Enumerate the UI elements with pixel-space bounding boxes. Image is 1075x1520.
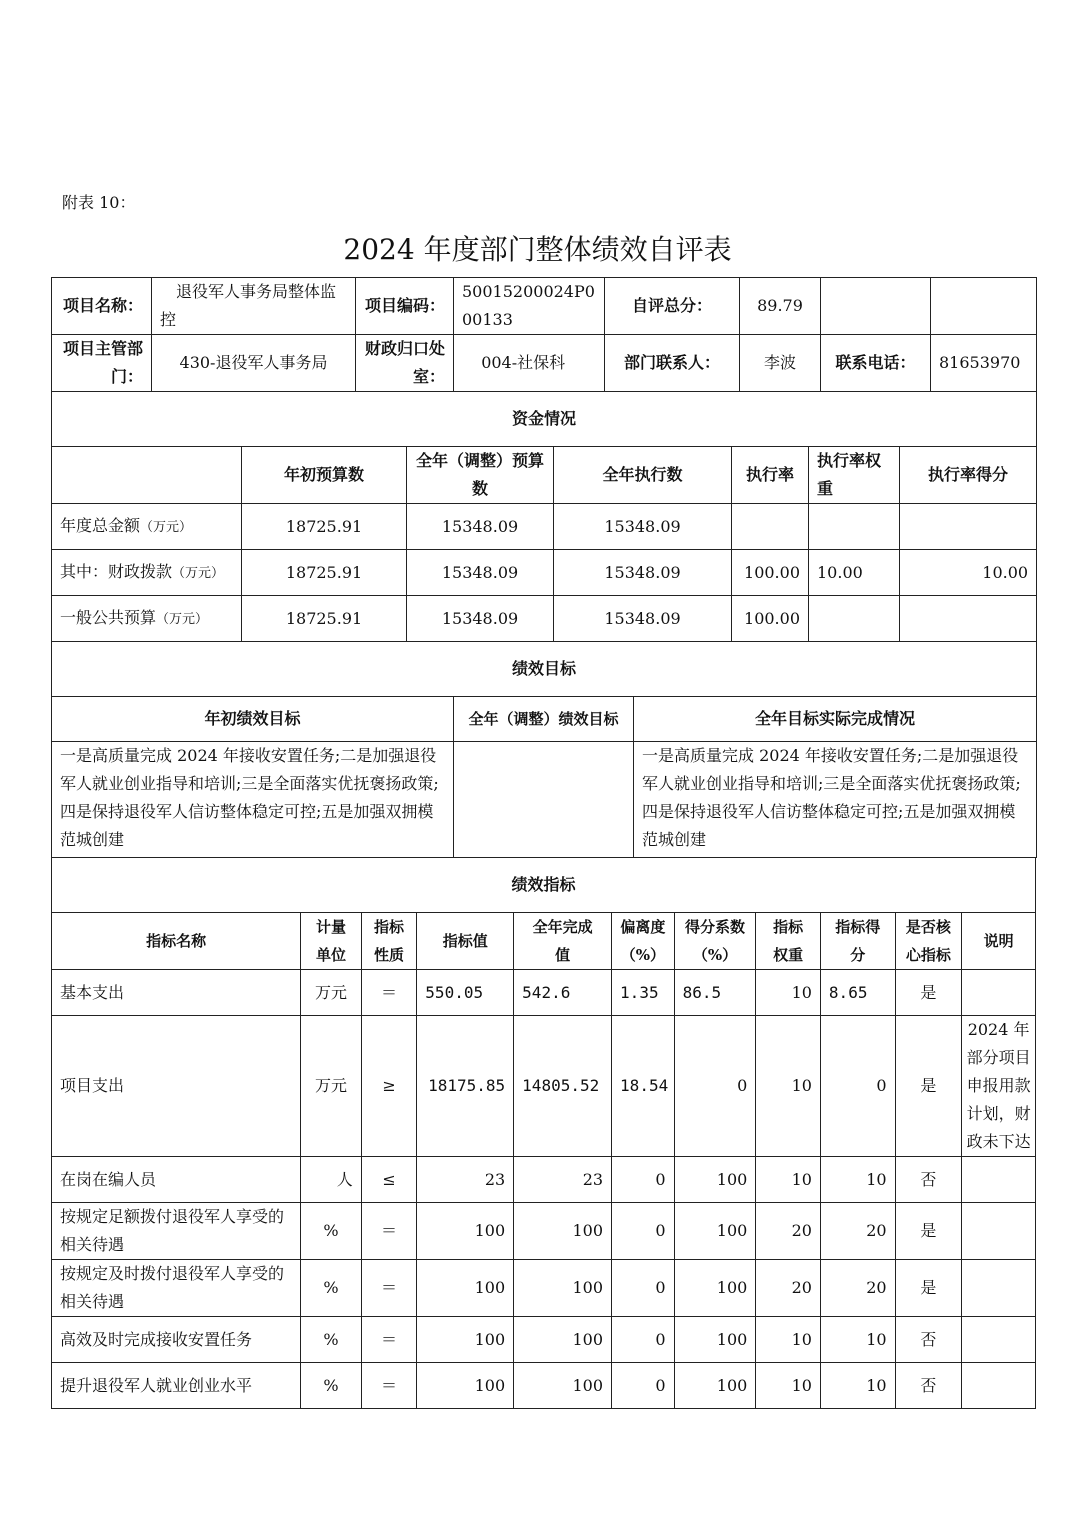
cell-score bbox=[900, 504, 1037, 550]
phone: 81653970 bbox=[931, 335, 1037, 392]
indicator-core: 否 bbox=[895, 1157, 962, 1203]
indicator-core: 是 bbox=[895, 1203, 962, 1260]
indicator-name: 基本支出 bbox=[52, 970, 301, 1016]
table-row bbox=[52, 596, 1037, 642]
contact-person-label: 部门联系人： bbox=[605, 335, 740, 392]
attachment-label: 附表 10： bbox=[62, 193, 136, 212]
indicator-score: 10 bbox=[820, 1157, 895, 1203]
self-score: 89.79 bbox=[740, 278, 821, 335]
col-indicator-name: 指标名称 bbox=[52, 913, 301, 970]
cell-weight: 10.00 bbox=[809, 550, 900, 596]
project-code: 50015200024P000133 bbox=[454, 278, 605, 335]
empty-cell bbox=[931, 278, 1037, 335]
col-score: 指标得分 bbox=[820, 913, 895, 970]
dept-label: 项目主管部门： bbox=[52, 335, 152, 392]
cell-executed: 15348.09 bbox=[554, 596, 732, 642]
col-deviation: 偏离度（%） bbox=[612, 913, 675, 970]
indicator-score: 20 bbox=[820, 1260, 895, 1317]
col-executed: 全年执行数 bbox=[554, 447, 732, 504]
indicator-name: 高效及时完成接收安置任务 bbox=[52, 1317, 301, 1363]
indicator-unit: 万元 bbox=[301, 970, 362, 1016]
indicator-deviation: 0 bbox=[612, 1260, 675, 1317]
cell-rate: 100.00 bbox=[732, 550, 809, 596]
indicator-name: 按规定足额拨付退役军人享受的相关待遇 bbox=[52, 1203, 301, 1260]
cell-executed: 15348.09 bbox=[554, 550, 732, 596]
table-row bbox=[52, 970, 1036, 1016]
indicator-weight: 10 bbox=[756, 1317, 821, 1363]
indicator-deviation: 0 bbox=[612, 1317, 675, 1363]
table-row bbox=[52, 1016, 1036, 1157]
col-note: 说明 bbox=[962, 913, 1036, 970]
cell-rate bbox=[732, 504, 809, 550]
col-adjusted-budget: 全年（调整）预算数 bbox=[407, 447, 554, 504]
indicator-target: 100 bbox=[417, 1363, 514, 1409]
indicator-actual: 100 bbox=[514, 1203, 612, 1260]
indicator-nature: ＝ bbox=[361, 1363, 417, 1409]
indicator-weight: 10 bbox=[756, 970, 821, 1016]
indicator-coef: 100 bbox=[674, 1260, 756, 1317]
indicator-note bbox=[962, 1317, 1036, 1363]
col-adjusted-goal: 全年（调整）绩效目标 bbox=[454, 697, 634, 742]
indicators-table bbox=[51, 857, 1036, 1409]
cell-adjusted: 15348.09 bbox=[407, 550, 554, 596]
indicator-target: 100 bbox=[417, 1317, 514, 1363]
indicator-deviation: 0 bbox=[612, 1363, 675, 1409]
row-unit: （万元） bbox=[156, 611, 209, 627]
cell-adjusted: 15348.09 bbox=[407, 596, 554, 642]
col-weight: 指标权重 bbox=[756, 913, 821, 970]
indicator-target: 23 bbox=[417, 1157, 514, 1203]
indicator-score: 20 bbox=[820, 1203, 895, 1260]
indicator-deviation: 0 bbox=[612, 1203, 675, 1260]
indicator-nature: ≥ bbox=[361, 1016, 417, 1157]
cell-initial: 18725.91 bbox=[242, 504, 407, 550]
indicator-unit: % bbox=[301, 1203, 362, 1260]
indicator-weight: 10 bbox=[756, 1363, 821, 1409]
table-row bbox=[52, 1317, 1036, 1363]
finance-office: 004-社保科 bbox=[454, 335, 605, 392]
indicator-target: 100 bbox=[417, 1260, 514, 1317]
row-label: 其中：财政拨款 bbox=[60, 561, 173, 581]
col-actual-goal: 全年目标实际完成情况 bbox=[634, 697, 1037, 742]
indicator-weight: 20 bbox=[756, 1203, 821, 1260]
indicator-deviation: 1.35 bbox=[612, 970, 675, 1016]
indicator-weight: 10 bbox=[756, 1157, 821, 1203]
col-initial-budget: 年初预算数 bbox=[242, 447, 407, 504]
indicator-target: 18175.85 bbox=[417, 1016, 514, 1157]
funds-table bbox=[51, 391, 1037, 642]
initial-goal-text: 一是高质量完成 2024 年接收安置任务;二是加强退役军人就业创业指导和培训;三是全面落实优抚褒扬政策;四是保持退役军人信访整体稳定可控;五是加强双拥模范城创建 bbox=[52, 742, 454, 858]
cell-rate: 100.00 bbox=[732, 596, 809, 642]
finance-office-label: 财政归口处室： bbox=[356, 335, 454, 392]
indicators-section-title: 绩效指标 bbox=[52, 858, 1036, 913]
indicator-actual: 542.6 bbox=[514, 970, 612, 1016]
indicator-score: 10 bbox=[820, 1363, 895, 1409]
col-coef: 得分系数（%） bbox=[674, 913, 756, 970]
goals-table bbox=[51, 641, 1037, 858]
actual-goal-text: 一是高质量完成 2024 年接收安置任务;二是加强退役军人就业创业指导和培训;三是全面落实优抚褒扬政策;四是保持退役军人信访整体稳定可控;五是加强双拥模范城创建 bbox=[634, 742, 1037, 858]
col-target: 指标值 bbox=[417, 913, 514, 970]
col-core: 是否核心指标 bbox=[895, 913, 962, 970]
table-row bbox=[52, 1203, 1036, 1260]
indicator-score: 8.65 bbox=[820, 970, 895, 1016]
indicator-nature: ＝ bbox=[361, 1260, 417, 1317]
adjusted-goal-text bbox=[454, 742, 634, 858]
indicator-nature: ≤ bbox=[361, 1157, 417, 1203]
goals-section-title: 绩效目标 bbox=[52, 642, 1037, 697]
indicator-coef: 100 bbox=[674, 1363, 756, 1409]
cell-initial: 18725.91 bbox=[242, 550, 407, 596]
table-row bbox=[52, 1157, 1036, 1203]
contact-person: 李波 bbox=[740, 335, 821, 392]
funds-section-title: 资金情况 bbox=[52, 392, 1037, 447]
indicator-unit: % bbox=[301, 1317, 362, 1363]
empty-cell bbox=[52, 447, 242, 504]
table-row bbox=[52, 504, 1037, 550]
cell-adjusted: 15348.09 bbox=[407, 504, 554, 550]
indicator-nature: ＝ bbox=[361, 1203, 417, 1260]
indicator-coef: 100 bbox=[674, 1203, 756, 1260]
col-nature: 指标性质 bbox=[361, 913, 417, 970]
indicator-coef: 0 bbox=[674, 1016, 756, 1157]
project-name-label: 项目名称： bbox=[52, 278, 152, 335]
col-actual: 全年完成值 bbox=[514, 913, 612, 970]
indicator-actual: 23 bbox=[514, 1157, 612, 1203]
row-unit: （万元） bbox=[140, 519, 193, 535]
page-title: 2024 年度部门整体绩效自评表 bbox=[343, 233, 732, 266]
col-unit: 计量单位 bbox=[301, 913, 362, 970]
indicator-unit: 人 bbox=[301, 1157, 362, 1203]
indicator-weight: 10 bbox=[756, 1016, 821, 1157]
indicator-coef: 100 bbox=[674, 1317, 756, 1363]
indicator-name: 提升退役军人就业创业水平 bbox=[52, 1363, 301, 1409]
indicator-note: 2024 年部分项目申报用款计划，财政未下达 bbox=[962, 1016, 1036, 1157]
indicator-core: 是 bbox=[895, 970, 962, 1016]
indicator-core: 是 bbox=[895, 1260, 962, 1317]
col-exec-rate: 执行率 bbox=[732, 447, 809, 504]
cell-initial: 18725.91 bbox=[242, 596, 407, 642]
indicator-unit: 万元 bbox=[301, 1016, 362, 1157]
indicator-deviation: 0 bbox=[612, 1157, 675, 1203]
indicator-note bbox=[962, 970, 1036, 1016]
indicator-note bbox=[962, 1363, 1036, 1409]
indicator-actual: 100 bbox=[514, 1317, 612, 1363]
indicator-coef: 86.5 bbox=[674, 970, 756, 1016]
cell-executed: 15348.09 bbox=[554, 504, 732, 550]
indicator-name: 在岗在编人员 bbox=[52, 1157, 301, 1203]
indicator-name: 按规定及时拨付退役军人享受的相关待遇 bbox=[52, 1260, 301, 1317]
indicator-deviation: 18.54 bbox=[612, 1016, 675, 1157]
project-name: 退役军人事务局整体监控 bbox=[152, 278, 356, 335]
project-code-label: 项目编码： bbox=[356, 278, 454, 335]
indicator-score: 0 bbox=[820, 1016, 895, 1157]
dept: 430-退役军人事务局 bbox=[152, 335, 356, 392]
indicator-coef: 100 bbox=[674, 1157, 756, 1203]
indicator-unit: % bbox=[301, 1260, 362, 1317]
indicator-target: 550.05 bbox=[417, 970, 514, 1016]
indicator-note bbox=[962, 1157, 1036, 1203]
indicator-actual: 100 bbox=[514, 1363, 612, 1409]
col-exec-score: 执行率得分 bbox=[900, 447, 1037, 504]
row-label: 一般公共预算 bbox=[60, 607, 157, 627]
cell-weight bbox=[809, 504, 900, 550]
table-row bbox=[52, 1260, 1036, 1317]
indicator-note bbox=[962, 1260, 1036, 1317]
indicator-core: 是 bbox=[895, 1016, 962, 1157]
row-label: 年度总金额 bbox=[60, 515, 141, 535]
cell-weight bbox=[809, 596, 900, 642]
indicator-core: 否 bbox=[895, 1363, 962, 1409]
indicator-core: 否 bbox=[895, 1317, 962, 1363]
indicator-actual: 14805.52 bbox=[514, 1016, 612, 1157]
indicator-unit: % bbox=[301, 1363, 362, 1409]
indicator-weight: 20 bbox=[756, 1260, 821, 1317]
row-unit: （万元） bbox=[172, 565, 225, 581]
empty-cell bbox=[821, 278, 931, 335]
indicator-target: 100 bbox=[417, 1203, 514, 1260]
header-table bbox=[51, 277, 1037, 392]
indicator-actual: 100 bbox=[514, 1260, 612, 1317]
col-initial-goal: 年初绩效目标 bbox=[52, 697, 454, 742]
table-row bbox=[52, 1363, 1036, 1409]
col-exec-weight: 执行率权重 bbox=[809, 447, 900, 504]
table-row bbox=[52, 550, 1037, 596]
indicator-nature: ＝ bbox=[361, 970, 417, 1016]
indicator-name: 项目支出 bbox=[52, 1016, 301, 1157]
indicator-nature: ＝ bbox=[361, 1317, 417, 1363]
self-score-label: 自评总分： bbox=[605, 278, 740, 335]
phone-label: 联系电话： bbox=[821, 335, 931, 392]
cell-score: 10.00 bbox=[900, 550, 1037, 596]
indicator-score: 10 bbox=[820, 1317, 895, 1363]
indicator-note bbox=[962, 1203, 1036, 1260]
cell-score bbox=[900, 596, 1037, 642]
